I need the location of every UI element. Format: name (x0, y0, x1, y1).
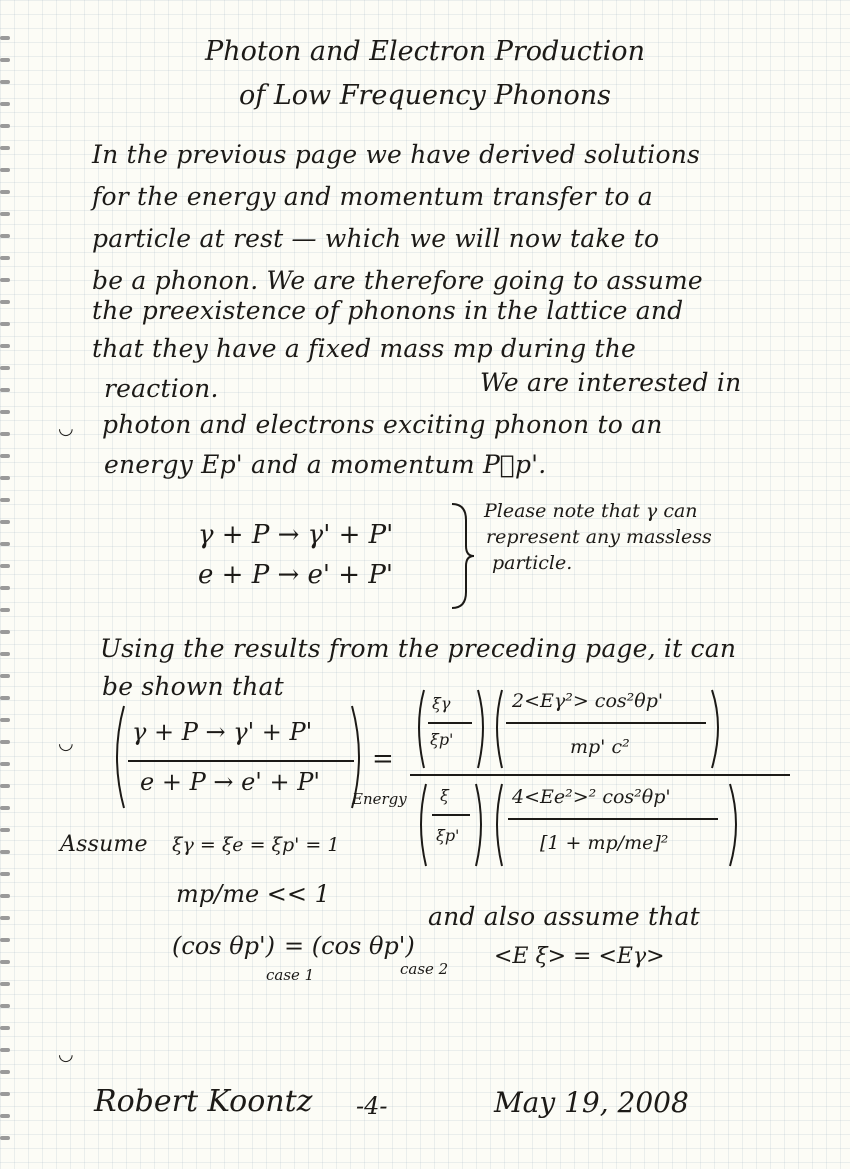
lhs-denominator: e + P → e' + P' (140, 768, 320, 796)
reaction-brace (446, 500, 476, 612)
reaction-note-line2: represent any massless (486, 526, 712, 548)
page-number: -4- (356, 1092, 388, 1120)
body-line-9: photon and electrons exciting phonon to an (102, 410, 663, 439)
den-xi-bar (432, 814, 470, 816)
den-xi-top: ξ (440, 786, 449, 805)
page-title-line1: Photon and Electron Production (205, 36, 645, 67)
margin-mark: ◡ (58, 1044, 74, 1065)
assumption-energy-equal: <E ξ> = <Eγ> (494, 944, 665, 969)
lhs-fraction-bar (128, 760, 354, 762)
den-expr-bottom: [1 + mp/me]² (540, 832, 669, 854)
page-title-line2: of Low Frequency Phonons (238, 80, 612, 111)
margin-mark: ◡ (58, 733, 74, 754)
equals-sign: = (372, 744, 394, 774)
case2-subscript: case 2 (400, 960, 449, 978)
body-line-10: energy Ep' and a momentum P⃗p'. (104, 450, 547, 479)
body-line-7: reaction. (104, 374, 219, 403)
margin-mark: ◡ (58, 418, 74, 439)
assumption-also: and also assume that (428, 902, 700, 931)
assume-label: Assume (60, 832, 148, 857)
body-line-3: particle at rest — which we will now take to (92, 224, 660, 253)
spiral-binding (0, 0, 18, 1169)
assumption-cos-case1: (cos θp') (172, 932, 275, 960)
lhs-numerator: γ + P → γ' + P' (132, 718, 313, 746)
num-expr-top: 2<Eγ²> cos²θp' (512, 690, 664, 712)
reaction-photon: γ + P → γ' + P' (198, 520, 394, 550)
body-line-1: In the previous page we have derived solutions (92, 140, 701, 169)
num-xi-top: ξγ (432, 694, 451, 713)
reaction-electron: e + P → e' + P' (198, 560, 393, 590)
num-xi-bar (428, 722, 472, 724)
body-line-4: be a phonon. We are therefore going to assume (92, 266, 703, 295)
den-expr-top: 4<Ee²>² cos²θp' (512, 786, 671, 808)
assumption-cos-case2: = (cos θp') (284, 932, 415, 960)
body-line-8: We are interested in (480, 368, 742, 397)
den-expr-bar (508, 818, 718, 820)
num-expr-bar (506, 722, 706, 724)
author-signature: Robert Koontz (94, 1084, 313, 1119)
reaction-note-line1: Please note that γ can (484, 500, 698, 522)
den-xi-bottom: ξp' (436, 826, 460, 845)
lhs-subscript: Energy (352, 790, 407, 808)
body-line-6: that they have a fixed mass mp during the (92, 334, 636, 363)
case1-subscript: case 1 (266, 966, 315, 984)
body-line-2: for the energy and momentum transfer to a (92, 182, 653, 211)
main-fraction-bar (410, 774, 790, 776)
reaction-note-line3: particle. (492, 552, 573, 574)
derivation-intro-line2: be shown that (102, 672, 284, 701)
derivation-intro-line1: Using the results from the preceding page, it can (100, 634, 737, 663)
page-date: May 19, 2008 (494, 1086, 689, 1119)
assumption-xi-equal: ξγ = ξe = ξp' = 1 (172, 834, 340, 856)
assumption-mass-ratio: mp/me << 1 (176, 880, 330, 908)
num-xi-bottom: ξp' (430, 730, 454, 749)
num-expr-bottom: mp' c² (570, 736, 630, 758)
body-line-5: the preexistence of phonons in the lattice and (92, 296, 684, 325)
